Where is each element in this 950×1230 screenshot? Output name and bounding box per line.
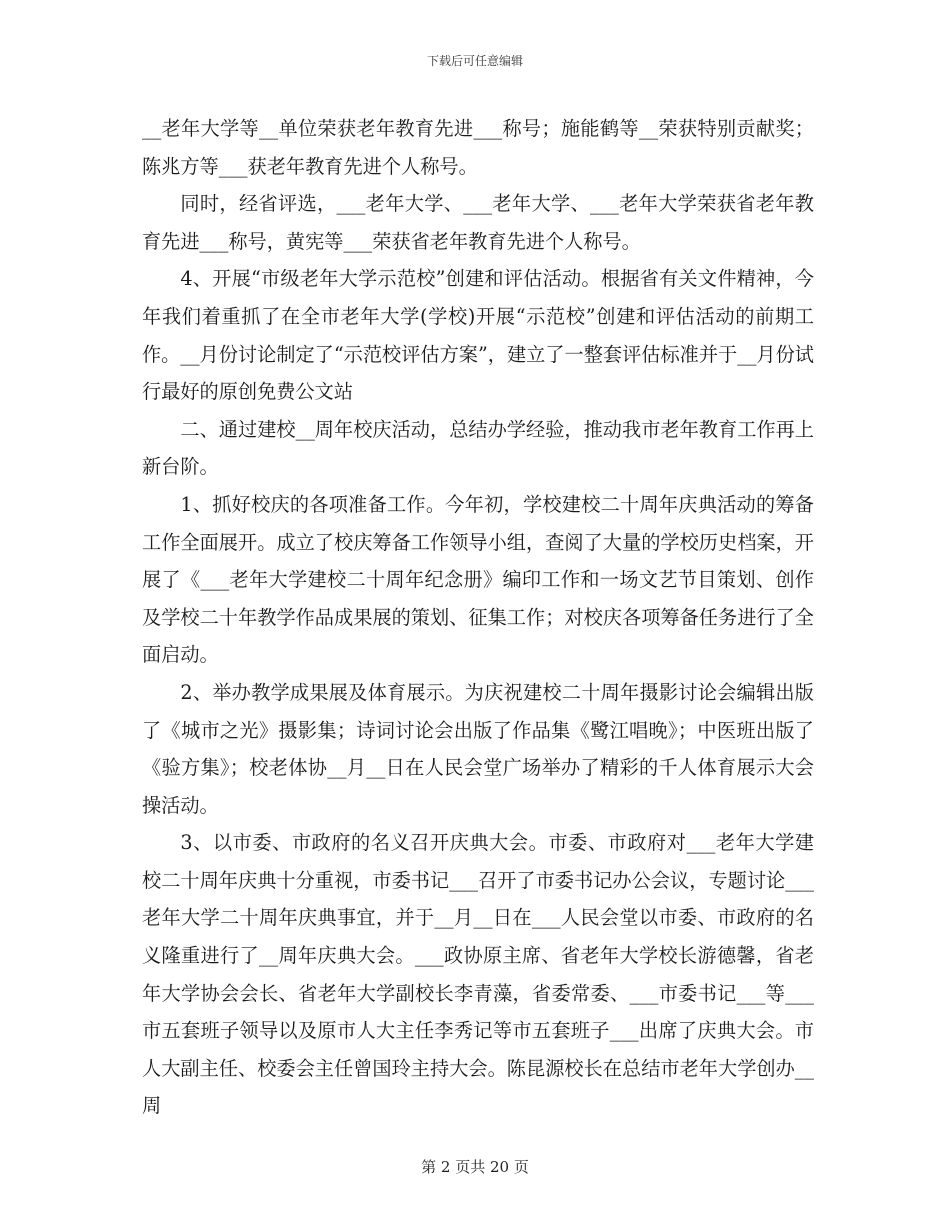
paragraph-5: 1、抓好校庆的各项准备工作。今年初，学校建校二十周年庆典活动的筹备工作全面展开。成立了校庆筹备工作领导小组，查阅了大量的学校历史档案，开展了《___老年大学建校二十周年纪念册》编印工作和一场文艺节目策划、创作及学校二十年教学作品成果展的策划、征集工作；对校庆各项筹备任务进行了全面启动。 bbox=[142, 492, 814, 667]
paragraph-3: 4、开展“市级老年大学示范校”创建和评估活动。根据省有关文件精神，今年我们着重抓了在全市老年大学(学校)开展“示范校”创建和评估活动的前期工作。__月份讨论制定了“示范校评估方案”，建立了一整套评估标准并于__月份试行最好的原创免费公文站 bbox=[142, 267, 814, 404]
page-footer: 第 2 页共 20 页 bbox=[421, 1158, 529, 1176]
page-header: 下载后可任意编辑 bbox=[426, 54, 523, 68]
paragraph-1: __老年大学等__单位荣获老年教育先进___称号；施能鹤等__荣获特别贡献奖；陈兆方等___获老年教育先进个人称号。 bbox=[142, 117, 814, 178]
document-body bbox=[142, 110, 814, 1125]
paragraph-2: 同时，经省评选，___老年大学、___老年大学、___老年大学荣获省老年教育先进___称号，黄宪等___荣获省老年教育先进个人称号。 bbox=[142, 192, 814, 253]
paragraph-6: 2、举办教学成果展及体育展示。为庆祝建校二十周年摄影讨论会编辑出版了《城市之光》摄影集；诗词讨论会出版了作品集《鹭江唱晚》；中医班出版了《验方集》；校老体协__月__日在人民会堂广场举办了精彩的千人体育展示大会操活动。 bbox=[142, 680, 814, 817]
paragraph-4: 二、通过建校__周年校庆活动，总结办学经验，推动我市老年教育工作再上新台阶。 bbox=[142, 417, 814, 479]
paragraph-7: 3、以市委、市政府的名义召开庆典大会。市委、市政府对___老年大学建校二十周年庆典十分重视，市委书记___召开了市委书记办公会议，专题讨论___老年大学二十周年庆典事宜，并于__月__日在___人民会堂以市委、市政府的名义隆重进行了__周年庆典大会。___政协原主席、省老年大学校长游德馨，省老年大学协会会长、省老年大学副校长李青藻，省委常委、___市委书记___等___市五套班子领导以及原市人大主任李秀记等市五套班子___出席了庆典大会。市人大副主任、校委会主任曾国玲主持大会。陈昆源校长在总结市老年大学创办__周 bbox=[142, 831, 814, 1118]
